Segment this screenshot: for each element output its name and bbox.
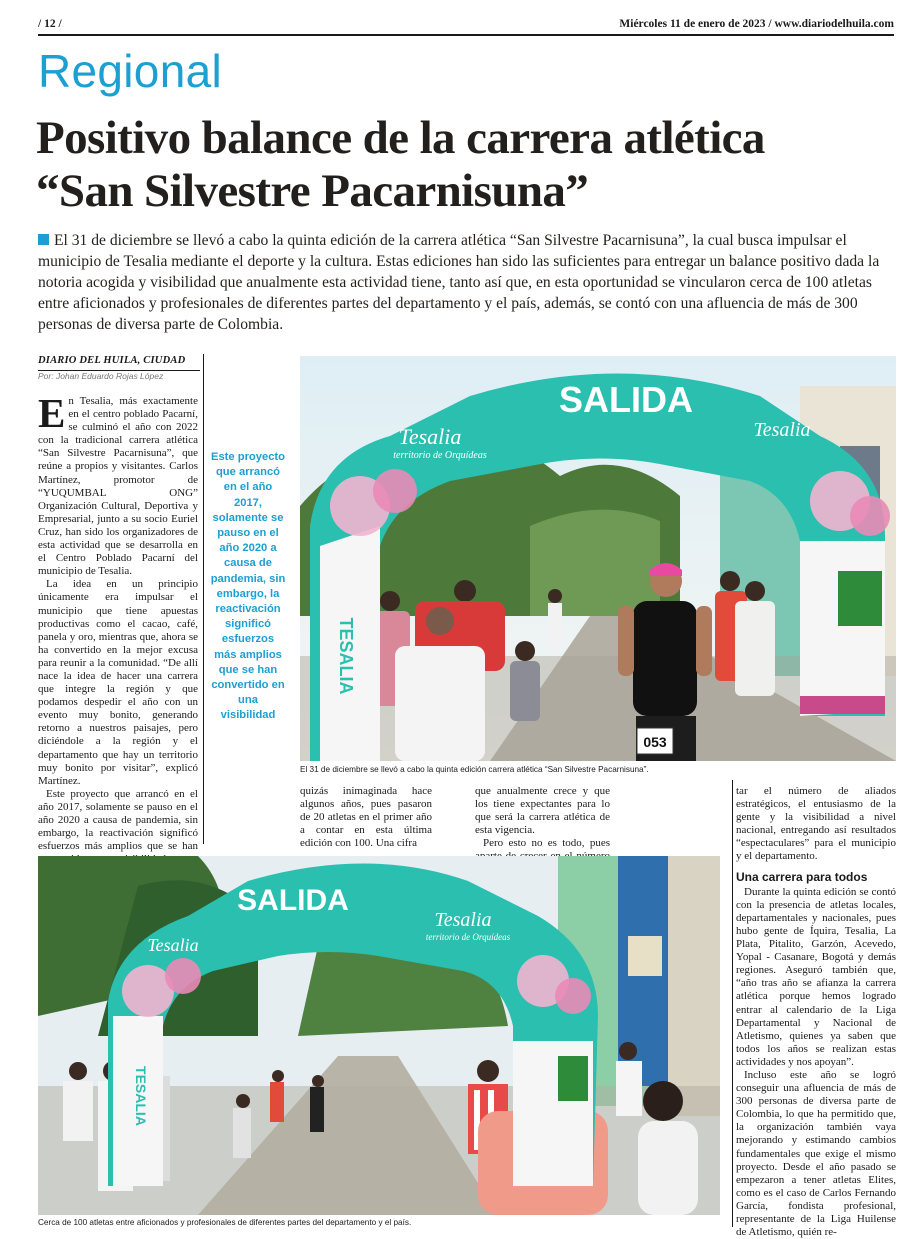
byline	[38, 355, 203, 381]
arch-label: SALIDA	[559, 379, 693, 420]
paragraph-text: n Tesalia, más exactamente en el centro poblado Pacarní, se culminó el año con 2022 con la tradicional carrera atlética “San Silvestre Pacarnisuna”, que reúne a propios y visitantes. Carlos Martínez, promotor de “YUQUMBAL ONG” Organización Cultural, Deportiva y Empresarial, junto a su socio Euriel Cruz, han sido los organizadores de esta actividad que se desarrolla en el Centro Poblado Pacarní del municipio de Tesalia.	[38, 395, 198, 578]
byline-source: DIARIO DEL HUILA, CIUDAD	[38, 355, 186, 366]
page-number: / 12 /	[38, 18, 62, 30]
headline-line-2: “San Silvestre Pacarnisuna”	[36, 165, 589, 217]
brand-logo-text: Tesalia	[434, 909, 492, 931]
article-column-3	[475, 785, 610, 850]
paragraph: Pero esto no es todo, pues	[483, 837, 610, 850]
headline	[36, 112, 896, 218]
article-column-2	[300, 785, 432, 850]
photo-caption: Cerca de 100 atletas entre aficionados y profesionales de diferentes partes del departamento y el país.	[38, 1218, 412, 1227]
lead-text: El 31 de diciembre se llevó a cabo la quinta edición de la carrera atlética “San Silvestre Pacarnisuna”, la cual busca impulsar el municipio de Tesalia mediante el deporte y la cultura. Estas ediciones han sido las suficientes para entregar un balance positivo dada la notoria acogida y visibilidad que anualmente esta actividad tiene, tanto así que, en esta oportunidad se vincularon cerca de 100 atletas entre aficionados y profesionales de diferentes partes del departamento y el país, además, se contó con una afluencia de más de 300 personas de diversa parte de Colombia.	[38, 232, 880, 333]
pillar-text: TESALIA	[133, 1066, 149, 1126]
brand-logo-text: Tesalia	[753, 419, 811, 441]
byline-rule	[38, 370, 200, 371]
column-divider	[732, 780, 733, 1227]
brand-logo-text: Tesalia	[398, 424, 462, 449]
section-title: Regional	[38, 45, 222, 97]
photo-start-arch-runner	[300, 356, 896, 761]
page-header	[38, 14, 894, 36]
lead-paragraph	[38, 230, 896, 335]
paragraph: Este proyecto que arrancó en el año 2017, solamente se pauso en el año 2020 a causa de pandemia, sin embargo, la reactivación significó esfuerzos más amplios que se han	[38, 787, 198, 853]
race-bib: 053	[643, 734, 667, 750]
paragraph: tar el número de aliados estratégicos, el entusiasmo de la gente y la visibilidad a nivel nacional, entregando así resultados “espectaculares” para el municipio y el departamento.	[736, 785, 896, 863]
pillar-text: TESALIA	[336, 617, 356, 695]
paragraph: Durante la quinta edición se contó con la presencia de atletas locales, departamentales y nacionales, pues hubo gente de Íquira, Tesalia, La Plata, Pitalito, Garzón, Acevedo, Yopal - Casanare, Bogotá y demás regiones. Aseguró también que, “año tras año se afianza la carrera atlética porque hemos logrado entrar al calendario de la Liga Departamental y Nacional de Atletismo, quienes ya saben que todos los años se realizan estas actividades y nos apoyan”.	[736, 885, 896, 1068]
brand-tagline: territorio de Orquídeas	[393, 450, 487, 461]
column-divider	[203, 354, 204, 844]
brand-tagline: territorio de Orquídeas	[425, 932, 511, 942]
arch-label: SALIDA	[237, 884, 349, 917]
paragraph	[38, 390, 198, 578]
square-bullet-icon	[38, 234, 49, 245]
paragraph: Incluso este año se logró conseguir una afluencia de más de 300 personas de diversa parte de Colombia, lo que ha permitido que, la organización también vaya mejorando y estimando cambios fundamentales que exige el mismo proyecto. Desde el año pasado se empezaron a tener atletas Elites, como es el caso de Carlos Fernando García, fondista profesional, representante de la Liga Huilense de Atletismo, quién re-	[736, 1068, 896, 1239]
paragraph: que anualmente crece y que los tiene expectantes para lo que será la carrera atlética de esta vigencia.	[475, 785, 610, 837]
pull-quote: Este proyecto que arrancó en el año 2017, solamente se pauso en el año 2020 a causa de pandemia, sin embargo, la reactivación significó esfuerzos más amplios que se han convertido en una visibilidad	[210, 451, 286, 722]
photo-start-arch-crowd	[38, 856, 720, 1215]
article-column-4	[736, 785, 896, 1239]
date-and-website: Miércoles 11 de enero de 2023 / www.diariodelhuila.com	[619, 18, 894, 30]
photo-caption: El 31 de diciembre se llevó a cabo la quinta edición carrera atlética “San Silvestre Pacarnisuna”.	[300, 765, 649, 774]
subheading: Una carrera para todos	[736, 869, 868, 884]
byline-author: Por: Johan Eduardo Rojas López	[38, 371, 164, 381]
paragraph: La idea en un principio únicamente era impulsar el municipio que tiene apuestas productivas como el cacao, café, panela y oro, mientras que, ahora se ha convertido en la mejor excusa para reunir a la comunidad. “De allí nace la idea de hacer una carrera que integre la región y que podamos despedir el año con un evento muy bonito, generando retorno a nuestros paisajes, pero diciéndole a la región y el departamento que hay un territorio muy bonito por visitar”, explicó Martínez.	[38, 578, 198, 787]
headline-line-1: Positivo balance de la carrera atlética	[36, 112, 765, 164]
brand-logo-text: Tesalia	[147, 935, 199, 955]
article-column-1	[38, 390, 198, 853]
drop-cap: E	[38, 390, 66, 436]
paragraph: quizás inimaginada hace algunos años, pues pasaron de 20 atletas en el primer año a contar en esta última edición con 100. Una cifra	[300, 785, 432, 850]
